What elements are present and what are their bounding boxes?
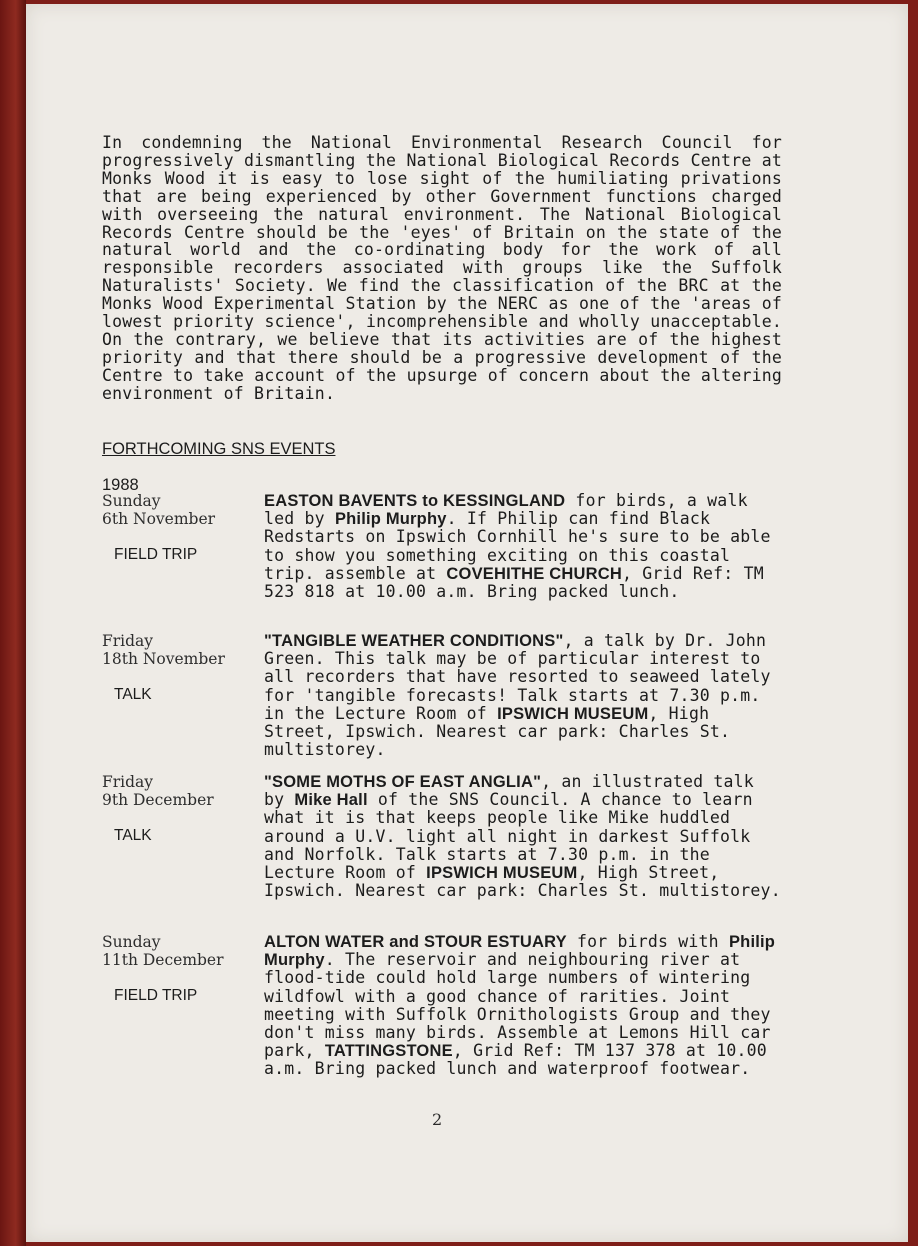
event-day: Friday: [102, 632, 154, 650]
event-description: [264, 773, 784, 900]
event-text: , an illustrated talk by: [264, 772, 754, 810]
event-type: TALK: [114, 686, 152, 704]
intro-paragraph: In condemning the National Environmental Research Council for progressively dismantling the National Biological Records Centre at Monks Wood it is easy to lose sight of the humiliating privations that are being experienced by other Government functions charged with overseeing the natural environment. The National Biological Records Centre should be the 'eyes' of Britain on the state of the natural world and the co-ordinating body for the work of all responsible recorders associated with groups like the Suffolk Naturalists' Society. We find the classification of the BRC at the Monks Wood Experimental Station by the NERC as one of the 'areas of lowest priority science', incomprehensible and wholly unacceptable. On the contrary, we believe that its activities are of the highest priority and that there should be a progressive development of the Centre to take account of the upsurge of concern about the altering environment of Britain.: [102, 133, 782, 403]
event-date-text: 18th November: [102, 650, 225, 669]
event-date-text: 9th December: [102, 791, 214, 810]
event-date: [102, 492, 262, 565]
event-description: [264, 632, 784, 759]
book-binding: [0, 0, 26, 1246]
event-highlight: Mike Hall: [294, 791, 368, 810]
event-text: , a talk by Dr. John Green. This talk may be of particular interest to all recorders that have resorted to seaweed lately for 'tangible forecasts! Talk starts at 7.30 p.m. in the Lecture Room of: [264, 631, 771, 723]
events-year: 1988: [102, 476, 139, 494]
event-day: Sunday: [102, 492, 161, 510]
event-date-text: 11th December: [102, 951, 224, 970]
event-highlight: "TANGIBLE WEATHER CONDITIONS": [264, 632, 564, 650]
event-type: FIELD TRIP: [114, 987, 198, 1005]
event-description: [264, 492, 784, 601]
event-highlight: Philip Murphy: [264, 933, 776, 970]
event-type: TALK: [114, 827, 152, 845]
event-highlight: Philip Murphy: [334, 510, 447, 529]
event-type: FIELD TRIP: [114, 546, 198, 564]
event-highlight: TATTINGSTONE: [324, 1042, 453, 1061]
event-highlight: EASTON BAVENTS to KESSINGLAND: [264, 492, 566, 510]
event-text: , High Street, Ipswich. Nearest car park: Charles St. multistorey.: [264, 703, 731, 760]
event-date-text: 6th November: [102, 510, 216, 529]
event-day: Friday: [102, 773, 154, 791]
event-description: [264, 933, 784, 1079]
event-highlight: "SOME MOTHS OF EAST ANGLIA": [264, 773, 542, 791]
event-day: Sunday: [102, 933, 161, 951]
event-text: for birds with: [566, 932, 729, 951]
event-text: , High Street, Ipswich. Nearest car park: Charles St. multistorey.: [264, 863, 781, 901]
event-date: [102, 933, 262, 1006]
event-date: [102, 632, 262, 705]
event-text: , Grid Ref: TM 137 378 at 10.00 a.m. Bring packed lunch and waterproof footwear.: [264, 1041, 767, 1079]
event-text: , Grid Ref: TM 523 818 at 10.00 a.m. Bring packed lunch.: [264, 563, 764, 602]
event-text: . The reservoir and neighbouring river at flood-tide could hold large numbers of wintering wildfowl with a good chance of rarities. Joint meeting with Suffolk Ornithologists Group and they don't miss many birds. Assemble at Lemons Hill car park,: [264, 950, 771, 1061]
page-number: 2: [432, 1110, 443, 1129]
event-text: of the SNS Council. A chance to learn what it is that keeps people like Mike huddled around a U.V. light all night in darkest Suffolk and Norfolk. Talk starts at 7.30 p.m. in the Lecture Room of: [264, 790, 753, 883]
event-text: for birds, a walk led by: [264, 491, 748, 529]
event-text: . If Philip can find Black Redstarts on Ipswich Cornhill he's sure to be able to show you something exciting on this coastal trip. assemble at: [264, 509, 771, 583]
event-highlight: COVEHITHE CHURCH: [446, 564, 622, 583]
event-highlight: IPSWICH MUSEUM: [426, 864, 578, 883]
event-date: [102, 773, 262, 846]
event-highlight: IPSWICH MUSEUM: [497, 704, 649, 723]
section-heading: FORTHCOMING SNS EVENTS: [102, 440, 336, 458]
event-highlight: ALTON WATER and STOUR ESTUARY: [264, 933, 567, 951]
page-edge: [908, 0, 918, 1246]
